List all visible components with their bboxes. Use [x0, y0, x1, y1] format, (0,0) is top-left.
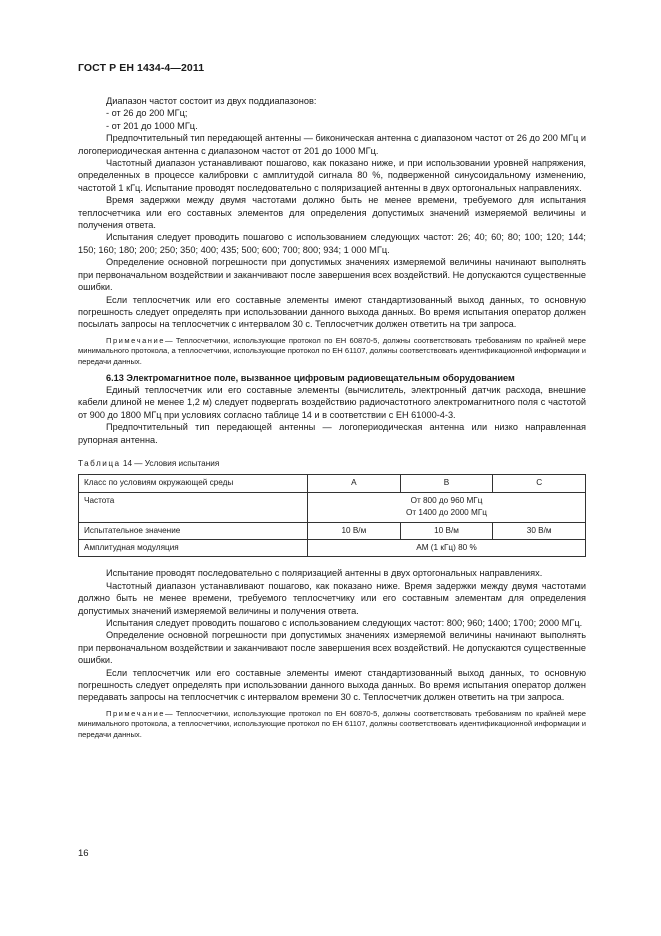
- note-text: — Теплосчетчики, использующие протокол по ЕН 60870-5, должны соответствовать требованиям по крайней мере минимального протокола, а теплосчетчики, использующие протокол по ЕН 61107, должны соответствовать идентификационной информации и передачи данных.: [78, 335, 586, 366]
- paragraph: Определение основной погрешности при допустимых значениях измеряемой величины начинают выполнять при первоначальном воздействии и заканчивают после завершения всех воздействий. Не допускаются существенные ошибки.: [78, 257, 586, 293]
- paragraph: Частотный диапазон устанавливают пошагово, как показано ниже. Время задержки между двумя частотами должно быть не менее времени, требуемого теплосчетчику или его составным элементам для определения допустимых значений измеряемой величины и получения ответа.: [78, 580, 586, 616]
- paragraph: Единый теплосчетчик или его составные элементы (вычислитель, электронный датчик расхода, внешние кабели длиной не менее 1,2 м) следует подвергать воздействию радиочастотного электромагнитного поля с частотой от 900 до 1800 МГц при условиях согласно таблице 14 и в соответствии с ЕН 61000-4-3.: [78, 384, 586, 420]
- paragraph: Частотный диапазон устанавливают пошагово, как показано ниже, и при использовании уровней напряжения, определенных в процессе калибровки с амплитудой сигнала 80 %, подверженной синусоидальному изменению, частотой 1 кГц. Испытание проводят последовательно с поляризацией антенны в двух ортогональных направлениях.: [78, 158, 586, 193]
- table-cell: B: [400, 475, 493, 492]
- table-cell: Амплитудная модуляция: [79, 539, 308, 556]
- table-cell: [308, 492, 586, 522]
- paragraph: Испытания следует проводить пошагово с использованием следующих частот: 26; 40; 60; 80; 100; 120; 144; 150; 160; 180; 200; 250; 350; 400; 435; 500; 600; 700; 800; 934; 1 000 МГц.: [78, 232, 586, 255]
- paragraph: Испытания следует проводить пошагово с использованием следующих частот: 800; 960; 1400; 1700; 2000 МГц.: [106, 618, 583, 628]
- table-cell: 10 В/м: [308, 522, 401, 539]
- note-label: Примечание: [106, 335, 165, 345]
- table-row: [79, 522, 586, 539]
- paragraph: Определение основной погрешности при допустимых значениях измеряемой величины начинают выполнять при первоначальном воздействии и заканчивают после завершения всех воздействий. Не допускаются существенные ошибки.: [78, 630, 586, 666]
- paragraph: Предпочтительный тип передающей антенны — логопериодическая антенна или низко направленная рупорная антенна.: [78, 422, 586, 445]
- document-header: ГОСТ Р ЕН 1434-4—2011: [78, 62, 205, 74]
- section-heading: 6.13 Электромагнитное поле, вызванное цифровым радиовещательным оборудованием: [106, 372, 515, 383]
- page-number: 16: [78, 848, 89, 859]
- table-cell: Испытательное значение: [79, 522, 308, 539]
- table-cell: A: [308, 475, 401, 492]
- paragraph: Если теплосчетчик или его составные элементы имеют стандартизованный выход данных, то основную погрешность следует определять при использовании данного выхода данных. Во время испытания оператор должен передавать запросы на теплосчетчик с интервалом времени 30 с. Теплосчетчик должен ответить на три запроса.: [78, 667, 586, 703]
- freq-line: От 800 до 960 МГц: [410, 495, 483, 505]
- paragraph: Диапазон частот состоит из двух поддиапазонов:: [106, 96, 317, 106]
- table-cell: C: [493, 475, 586, 492]
- table-row: [79, 492, 586, 522]
- note: [78, 336, 586, 368]
- conditions-table: [78, 474, 586, 557]
- note: [78, 709, 586, 741]
- paragraph: Предпочтительный тип передающей антенны — биконическая антенна с диапазоном частот от 26 до 200 МГц и логопериодическая антенна с диапазоном частот от 201 до 1000 МГц.: [78, 133, 587, 156]
- document-body: [78, 95, 586, 741]
- table-cell: 30 В/м: [493, 522, 586, 539]
- table-caption-text: 14 — Условия испытания: [122, 458, 220, 468]
- table-cell: Частота: [79, 492, 308, 522]
- list-item: - от 26 до 200 МГц;: [106, 108, 188, 119]
- list-item: - от 201 до 1000 МГц.: [106, 120, 198, 131]
- table-row: [79, 539, 586, 556]
- note-label: Примечание: [106, 708, 165, 718]
- table-caption-word: Таблица: [78, 458, 121, 468]
- table-cell: Класс по условиям окружающей среды: [79, 475, 308, 492]
- paragraph: Испытание проводят последовательно с поляризацией антенны в двух ортогональных направлениях.: [106, 568, 543, 579]
- table-cell: АМ (1 кГц) 80 %: [308, 539, 586, 556]
- note-text: — Теплосчетчики, использующие протокол по ЕН 60870-5, должны соответствовать требованиям по крайней мере минимального протокола, а теплосчетчики, использующие протокол по ЕН 61107, должны соответствовать идентификационной информации и передачи данных.: [78, 708, 586, 740]
- table-row: [79, 475, 586, 492]
- table-cell: 10 В/м: [400, 522, 493, 539]
- freq-line: От 1400 до 2000 МГц: [406, 508, 487, 518]
- paragraph: Время задержки между двумя частотами должно быть не менее времени, требуемого для испытания теплосчетчика или его составных элементов для определения допустимых значений измеряемой величины и получения ответа.: [78, 195, 586, 231]
- table-caption: [78, 458, 586, 470]
- paragraph: Если теплосчетчик или его составные элементы имеют стандартизованный выход данных, то основную погрешность следует определять при использовании данного выхода данных. Во время испытания оператор должен посылать запросы на теплосчетчик с интервалом 30 с. Теплосчетчик должен ответить на три запроса.: [78, 294, 586, 330]
